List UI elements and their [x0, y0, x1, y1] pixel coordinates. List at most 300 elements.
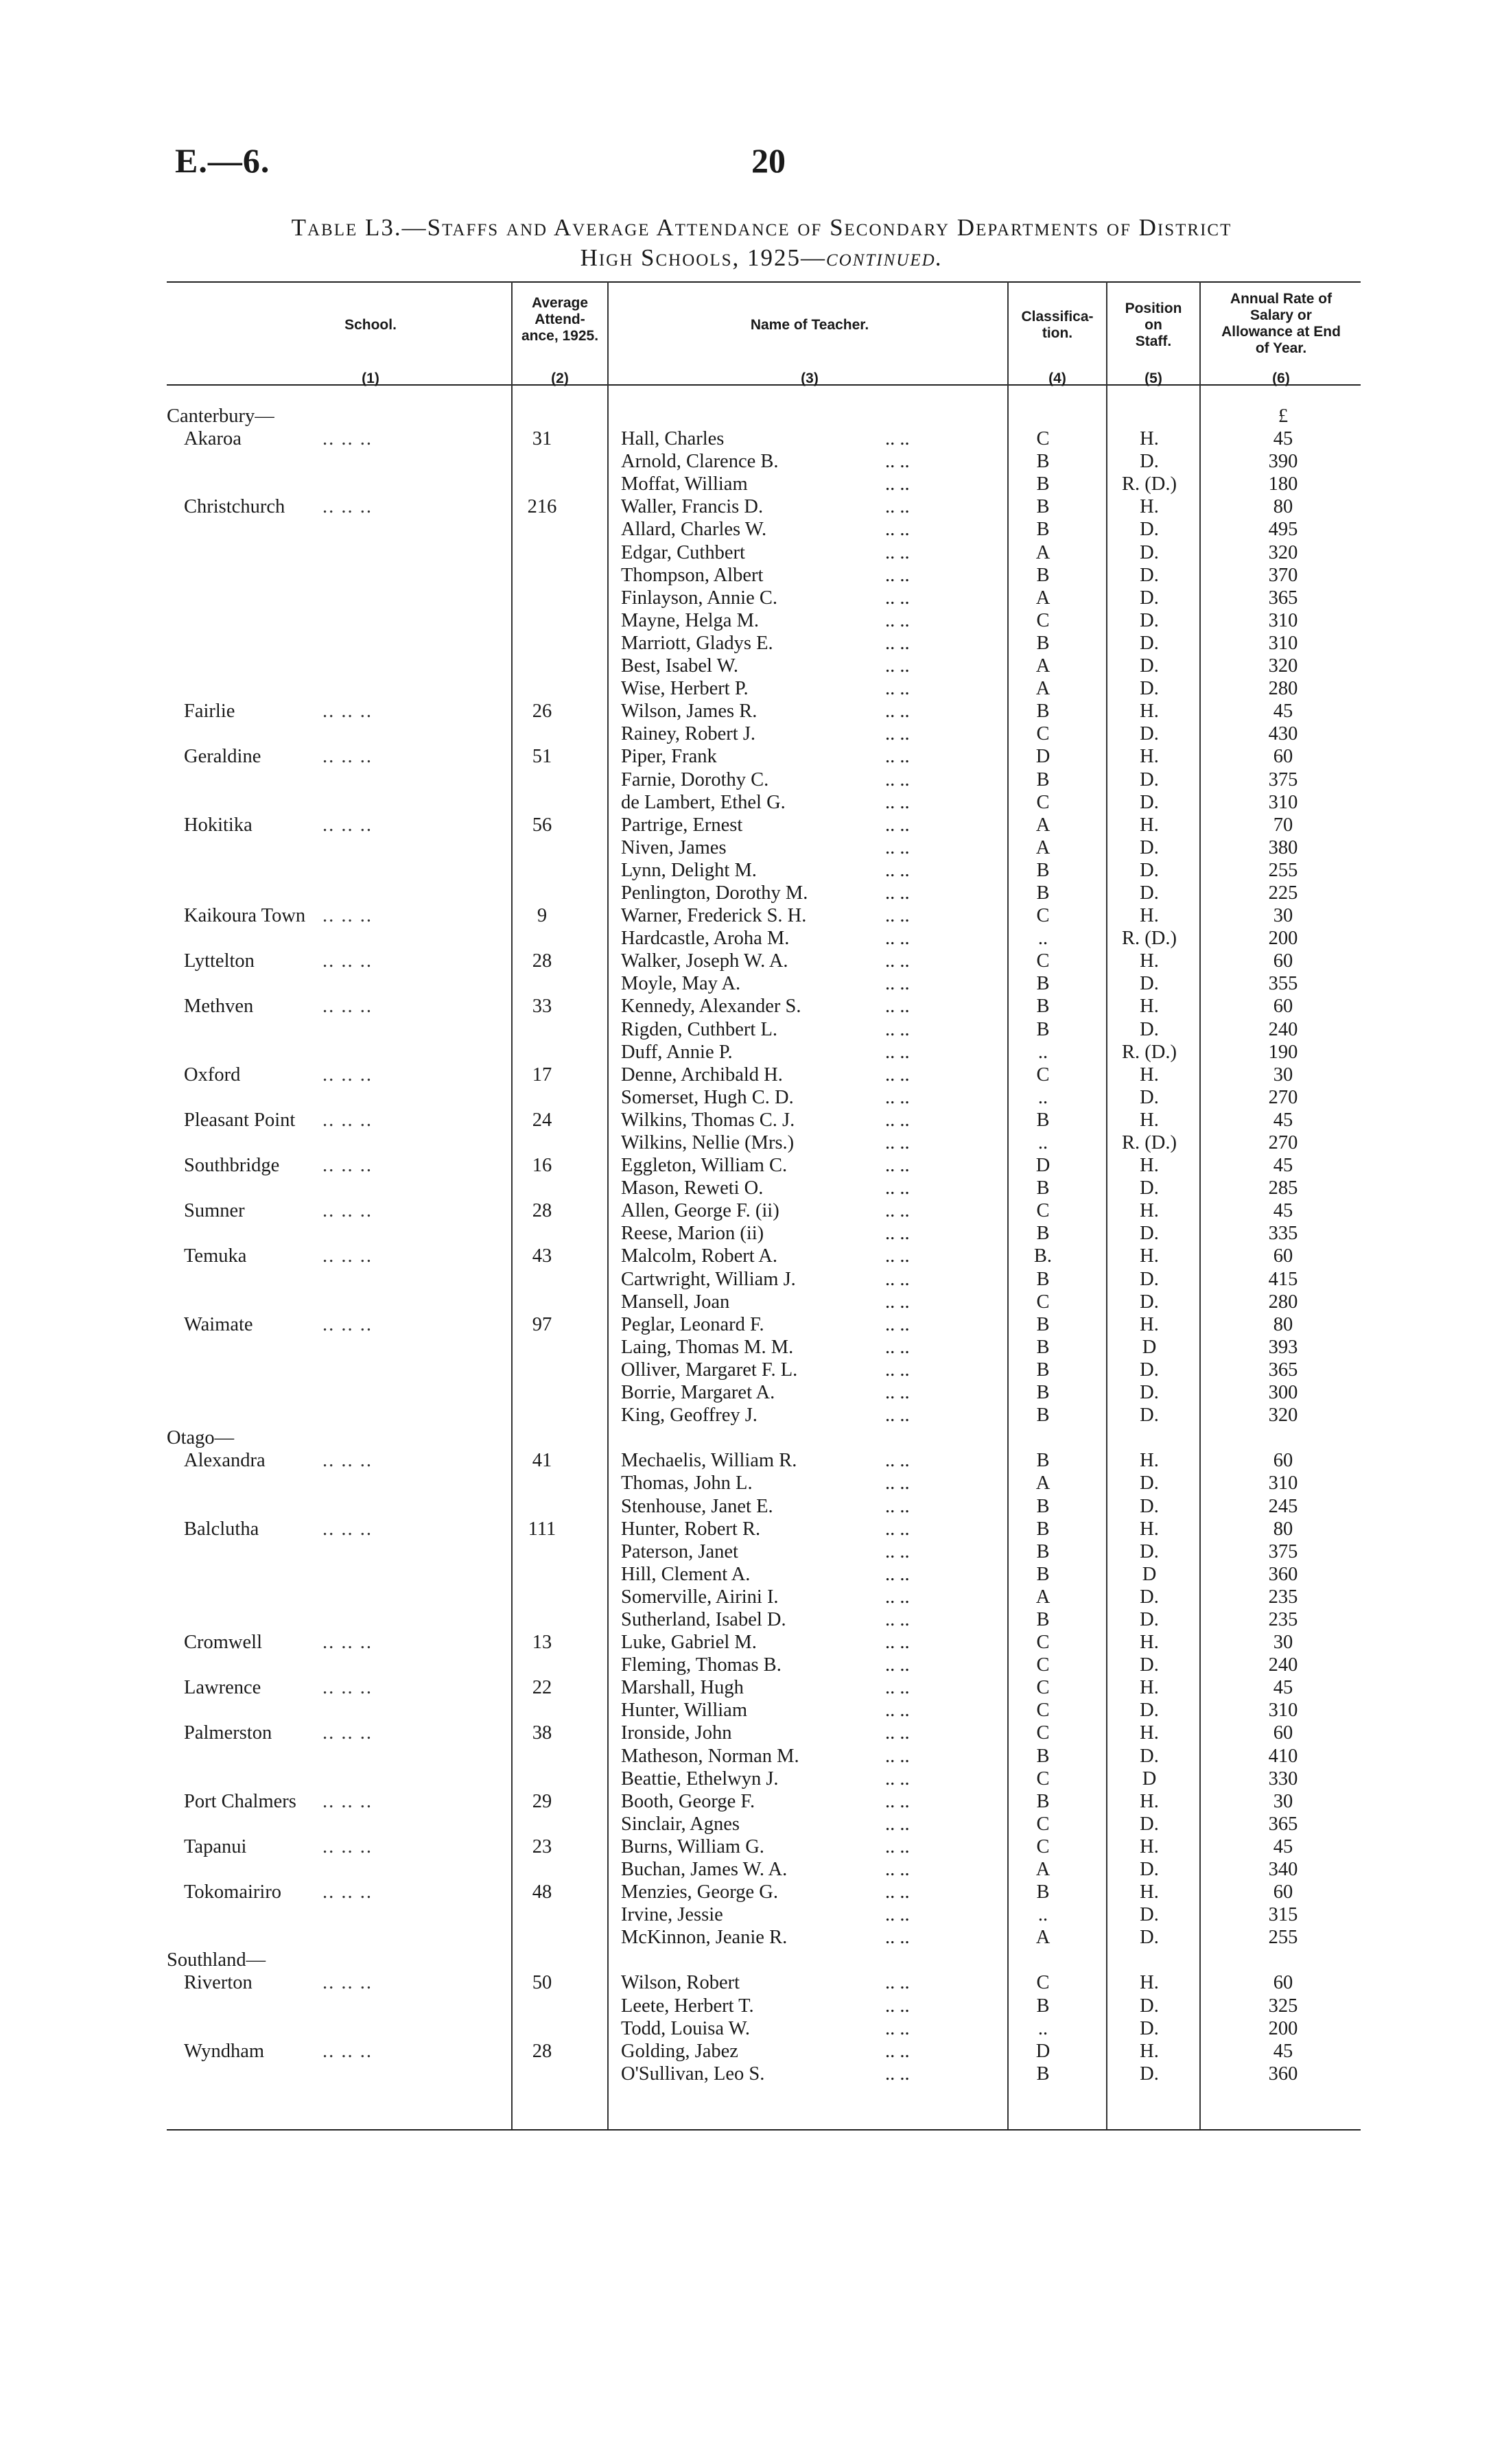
position-value: D. [1140, 768, 1159, 790]
salary-value: 270 [1268, 1132, 1298, 1153]
table-row [0, 564, 1491, 587]
salary-value: 495 [1268, 519, 1298, 541]
header-salary-line: Salary or [1250, 307, 1312, 323]
classification-value: B [1036, 496, 1050, 518]
leader-dots: .. .. [885, 541, 910, 563]
attendance-value: 48 [532, 1881, 552, 1903]
table-row [0, 950, 1491, 972]
teacher-name: Sutherland, Isabel D. [621, 1608, 786, 1630]
leader-dots: .. .. [885, 701, 910, 723]
salary-value: 45 [1273, 2040, 1293, 2062]
table-row [0, 1131, 1491, 1154]
header-position-line: Staff. [1135, 333, 1172, 349]
leader-dots: .. .. [885, 473, 910, 495]
table-row [0, 1359, 1491, 1381]
salary-value: 410 [1268, 1745, 1298, 1767]
position-value: D. [1140, 1472, 1159, 1494]
classification-value: A [1035, 678, 1050, 700]
table-row [0, 1903, 1491, 1926]
position-value: D [1142, 1768, 1157, 1790]
salary-value: 255 [1268, 1927, 1298, 1949]
teacher-name: Buchan, James W. A. [621, 1859, 788, 1880]
teacher-name: Peglar, Leonard F. [621, 1313, 764, 1335]
classification-value: C [1036, 1972, 1050, 1994]
salary-value: 60 [1273, 1881, 1293, 1903]
leader-dots: .. .. .. [322, 428, 373, 450]
colnum-1: (1) [362, 371, 379, 386]
position-value: D. [1140, 1654, 1159, 1676]
leader-dots: .. .. .. [322, 1881, 373, 1903]
leader-dots: .. .. [885, 1563, 910, 1585]
position-value: D. [1140, 1540, 1159, 1562]
leader-dots: .. .. [885, 1268, 910, 1290]
classification-value: C [1036, 1291, 1050, 1313]
leader-dots: .. .. .. [322, 2040, 373, 2062]
table-row [0, 1518, 1491, 1540]
teacher-name: Mayne, Helga M. [621, 609, 760, 631]
position-value: H. [1140, 905, 1159, 927]
table-row [0, 1858, 1491, 1881]
position-value: D. [1140, 723, 1159, 745]
title-line-2-text: High Schools, 1925— [580, 244, 826, 271]
classification-value: A [1035, 814, 1050, 836]
teacher-name: Moffat, William [621, 473, 748, 495]
table-row [0, 677, 1491, 700]
attendance-value: 56 [532, 814, 552, 836]
table-row [0, 1313, 1491, 1336]
classification-value: B [1036, 632, 1050, 654]
leader-dots: .. .. [885, 1405, 910, 1427]
teacher-name: Walker, Joseph W. A. [621, 950, 788, 972]
classification-value: B [1036, 1359, 1050, 1381]
classification-value: C [1036, 1677, 1050, 1699]
teacher-name: Best, Isabel W. [621, 655, 738, 677]
table-row [0, 587, 1491, 609]
attendance-value: 13 [532, 1632, 552, 1654]
teacher-name: Borrie, Margaret A. [621, 1382, 775, 1404]
position-value: D. [1140, 1700, 1159, 1722]
leader-dots: .. .. [885, 1291, 910, 1313]
classification-value: B [1036, 473, 1050, 495]
classification-value: C [1036, 609, 1050, 631]
leader-dots: .. .. [885, 1722, 910, 1744]
table-row [0, 723, 1491, 745]
school-name: Methven [184, 996, 254, 1018]
teacher-name: McKinnon, Jeanie R. [621, 1927, 788, 1949]
leader-dots: .. .. [885, 1927, 910, 1949]
salary-value: 280 [1268, 1291, 1298, 1313]
leader-dots: .. .. [885, 1336, 910, 1358]
leader-dots: .. .. .. [322, 1835, 373, 1857]
teacher-name: Mason, Reweti O. [621, 1177, 764, 1199]
leader-dots: .. .. [885, 814, 910, 836]
table-row [0, 1995, 1491, 2017]
salary-value: 280 [1268, 678, 1298, 700]
table-row [0, 882, 1491, 904]
salary-value: 45 [1273, 1109, 1293, 1131]
teacher-name: Kennedy, Alexander S. [621, 996, 801, 1018]
teacher-name: Hunter, William [621, 1700, 747, 1722]
salary-value: 30 [1273, 1632, 1293, 1654]
classification-value: B. [1033, 1245, 1053, 1267]
leader-dots: .. .. .. [322, 1677, 373, 1699]
position-value: D. [1140, 519, 1159, 541]
region-label: Southland— [167, 1949, 266, 1971]
position-value: D [1142, 1336, 1157, 1358]
leader-dots: .. .. [885, 1472, 910, 1494]
title-line-1: Table L3.—Staffs and Average Attendance of Secondary Departments of District [291, 214, 1232, 241]
leader-dots: .. .. [885, 1313, 910, 1335]
teacher-name: Hunter, Robert R. [621, 1518, 761, 1540]
salary-value: 180 [1268, 473, 1298, 495]
school-name: Alexandra [184, 1450, 266, 1472]
classification-value: B [1036, 1995, 1050, 2017]
position-value: D. [1140, 836, 1159, 858]
attendance-value: 38 [532, 1722, 552, 1744]
school-name: Wyndham [184, 2040, 265, 2062]
teacher-name: Finlayson, Annie C. [621, 587, 778, 609]
position-value: D. [1140, 882, 1159, 904]
leader-dots: .. .. .. [322, 1518, 373, 1540]
attendance-value: 26 [532, 701, 552, 723]
header-salary [1202, 291, 1360, 357]
teacher-name: Eggleton, William C. [621, 1155, 788, 1177]
school-name: Oxford [184, 1064, 241, 1086]
position-value: H. [1140, 1632, 1159, 1654]
salary-value: 200 [1268, 2017, 1298, 2039]
position-value: H. [1140, 1064, 1159, 1086]
salary-value: 200 [1268, 928, 1298, 950]
position-value: H. [1140, 1245, 1159, 1267]
teacher-name: Paterson, Janet [621, 1540, 738, 1562]
leader-dots: .. .. [885, 1064, 910, 1086]
table-row [0, 1676, 1491, 1699]
teacher-name: Booth, George F. [621, 1790, 755, 1812]
position-value: D. [1140, 1813, 1159, 1835]
classification-value: C [1036, 428, 1050, 450]
attendance-value: 9 [537, 905, 548, 927]
table-row [0, 1835, 1491, 1858]
table-row [0, 745, 1491, 768]
classification-value: B [1036, 519, 1050, 541]
header-attendance-line: ance, 1925. [521, 328, 599, 344]
table-row [0, 836, 1491, 859]
salary-value: 235 [1268, 1608, 1298, 1630]
leader-dots: .. .. [885, 1813, 910, 1835]
position-value: D. [1140, 973, 1159, 995]
teacher-name: de Lambert, Ethel G. [621, 791, 786, 813]
header-salary-line: Allowance at End [1221, 324, 1341, 340]
salary-value: 310 [1268, 1700, 1298, 1722]
position-value: D. [1140, 1745, 1159, 1767]
leader-dots: .. .. .. [322, 1245, 373, 1267]
teacher-name: King, Geoffrey J. [621, 1405, 758, 1427]
leader-dots: .. .. .. [322, 1790, 373, 1812]
table-row [0, 495, 1491, 518]
attendance-value: 43 [532, 1245, 552, 1267]
salary-value: 80 [1273, 1313, 1293, 1335]
table-row [0, 1631, 1491, 1654]
header-position [1107, 301, 1199, 350]
classification-value: B [1036, 996, 1050, 1018]
teacher-name: Wise, Herbert P. [621, 678, 749, 700]
salary-value: 60 [1273, 950, 1293, 972]
leader-dots: .. .. [885, 2017, 910, 2039]
position-value: D. [1140, 1608, 1159, 1630]
classification-value: B [1036, 451, 1050, 473]
school-name: Lyttelton [184, 950, 255, 972]
leader-dots: .. .. [885, 678, 910, 700]
table-row [0, 1427, 1491, 1449]
school-name: Balclutha [184, 1518, 259, 1540]
table-row [0, 700, 1491, 723]
leader-dots: .. .. [885, 1700, 910, 1722]
leader-dots: .. .. [885, 1654, 910, 1676]
classification-value: A [1035, 587, 1050, 609]
salary-value: 240 [1268, 1654, 1298, 1676]
leader-dots: .. .. [885, 1450, 910, 1472]
salary-value: 30 [1273, 905, 1293, 927]
classification-value: C [1036, 1632, 1050, 1654]
leader-dots: .. .. [885, 723, 910, 745]
leader-dots: .. .. [885, 836, 910, 858]
leader-dots: .. .. [885, 1904, 910, 1926]
school-name: Waimate [184, 1313, 253, 1335]
teacher-name: Somerset, Hugh C. D. [621, 1086, 794, 1108]
header-attendance-line: Average [531, 295, 589, 311]
salary-value: 360 [1268, 2063, 1298, 2085]
attendance-value: 216 [527, 496, 557, 518]
table-row [0, 1064, 1491, 1086]
leader-dots: .. .. .. [322, 1722, 373, 1744]
classification-value: .. [1037, 1086, 1048, 1108]
teacher-name: Olliver, Margaret F. L. [621, 1359, 798, 1381]
classification-value: B [1036, 768, 1050, 790]
position-value: H. [1140, 496, 1159, 518]
attendance-value: 50 [532, 1972, 552, 1994]
table-row [0, 1881, 1491, 1903]
teacher-name: Somerville, Airini I. [621, 1586, 779, 1608]
position-value: H. [1140, 1518, 1159, 1540]
teacher-name: Piper, Frank [621, 746, 717, 768]
leader-dots: .. .. [885, 882, 910, 904]
table-row [0, 1563, 1491, 1586]
header-attendance [513, 295, 607, 344]
teacher-name: Laing, Thomas M. M. [621, 1336, 794, 1358]
table-row [0, 405, 1491, 427]
salary-value: 393 [1268, 1336, 1298, 1358]
classification-value: B [1036, 1313, 1050, 1335]
leader-dots: .. .. [885, 1540, 910, 1562]
teacher-name: Stenhouse, Janet E. [621, 1495, 773, 1517]
classification-value: B [1036, 1223, 1050, 1245]
table-title [165, 213, 1359, 273]
leader-dots: .. .. .. [322, 996, 373, 1018]
table-row [0, 859, 1491, 882]
region-label: Canterbury— [167, 406, 274, 427]
salary-value: 430 [1268, 723, 1298, 745]
school-name: Lawrence [184, 1677, 261, 1699]
position-value: H. [1140, 1972, 1159, 1994]
colnum-3: (3) [801, 371, 819, 386]
leader-dots: .. .. [885, 1109, 910, 1131]
salary-value: 300 [1268, 1382, 1298, 1404]
leader-dots: .. .. .. [322, 1313, 373, 1335]
leader-dots: .. .. [885, 1790, 910, 1812]
table-row [0, 1472, 1491, 1494]
position-value: D. [1140, 1018, 1159, 1040]
salary-value: 340 [1268, 1859, 1298, 1880]
header-classification-line: tion. [1042, 325, 1073, 341]
table-row [0, 2063, 1491, 2085]
position-value: H. [1140, 950, 1159, 972]
attendance-value: 22 [532, 1677, 552, 1699]
position-value: H. [1140, 1722, 1159, 1744]
classification-value: D [1035, 2040, 1050, 2062]
classification-value: B [1036, 1268, 1050, 1290]
table-row [0, 1199, 1491, 1222]
position-value: D. [1140, 1586, 1159, 1608]
header-classification [1009, 309, 1106, 342]
attendance-value: 28 [532, 1200, 552, 1222]
classification-value: C [1036, 950, 1050, 972]
header-attendance-line: Attend- [535, 312, 585, 327]
salary-value: 45 [1273, 701, 1293, 723]
classification-value: .. [1037, 2017, 1048, 2039]
attendance-value: 97 [532, 1313, 552, 1335]
teacher-name: Hall, Charles [621, 428, 725, 450]
position-value: D. [1140, 609, 1159, 631]
salary-value: 320 [1268, 655, 1298, 677]
leader-dots: .. .. .. [322, 496, 373, 518]
classification-value: B [1036, 1018, 1050, 1040]
teacher-name: O'Sullivan, Leo S. [621, 2063, 765, 2085]
table-row [0, 1722, 1491, 1744]
teacher-name: Ironside, John [621, 1722, 732, 1744]
teacher-name: Duff, Annie P. [621, 1041, 733, 1063]
teacher-name: Burns, William G. [621, 1835, 764, 1857]
leader-dots: .. .. [885, 1677, 910, 1699]
teacher-name: Mansell, Joan [621, 1291, 730, 1313]
position-value: D. [1140, 1268, 1159, 1290]
leader-dots: .. .. [885, 1200, 910, 1222]
classification-value: A [1035, 1586, 1050, 1608]
table-row [0, 518, 1491, 541]
teacher-name: Menzies, George G. [621, 1881, 778, 1903]
header-position-line: on [1144, 317, 1162, 333]
position-value: H. [1140, 1677, 1159, 1699]
classification-value: B [1036, 1518, 1050, 1540]
table-row [0, 1404, 1491, 1427]
salary-value: 310 [1268, 1472, 1298, 1494]
position-value: D. [1140, 1495, 1159, 1517]
salary-value: 375 [1268, 768, 1298, 790]
salary-value: 45 [1273, 1155, 1293, 1177]
classification-value: B [1036, 1405, 1050, 1427]
salary-value: 60 [1273, 746, 1293, 768]
teacher-name: Irvine, Jessie [621, 1904, 723, 1926]
teacher-name: Thomas, John L. [621, 1472, 753, 1494]
teacher-name: Arnold, Clarence B. [621, 451, 779, 473]
table-row [0, 1540, 1491, 1563]
attendance-value: 28 [532, 950, 552, 972]
table-row [0, 1926, 1491, 1949]
position-value: H. [1140, 1835, 1159, 1857]
position-value: R. (D.) [1122, 1041, 1177, 1063]
salary-value: 330 [1268, 1768, 1298, 1790]
school-name: Tapanui [184, 1835, 247, 1857]
school-name: Geraldine [184, 746, 261, 768]
position-value: H. [1140, 1313, 1159, 1335]
position-value: D [1142, 1563, 1157, 1585]
teacher-name: Malcolm, Robert A. [621, 1245, 777, 1267]
school-name: Kaikoura Town [184, 905, 306, 927]
teacher-name: Cartwright, William J. [621, 1268, 796, 1290]
salary-value: 30 [1273, 1064, 1293, 1086]
table-row [0, 1291, 1491, 1313]
table-row [0, 1222, 1491, 1245]
salary-value: 390 [1268, 451, 1298, 473]
leader-dots: .. .. [885, 1495, 910, 1517]
classification-value: B [1036, 1745, 1050, 1767]
leader-dots: .. .. [885, 1245, 910, 1267]
leader-dots: .. .. .. [322, 1450, 373, 1472]
leader-dots: .. .. [885, 768, 910, 790]
leader-dots: .. .. [885, 928, 910, 950]
leader-dots: .. .. [885, 609, 910, 631]
classification-value: A [1035, 1927, 1050, 1949]
salary-value: 320 [1268, 541, 1298, 563]
table-row [0, 1654, 1491, 1676]
teacher-name: Farnie, Dorothy C. [621, 768, 769, 790]
leader-dots: .. .. [885, 1632, 910, 1654]
leader-dots: .. .. .. [322, 746, 373, 768]
leader-dots: .. .. [885, 1382, 910, 1404]
top-rule [167, 281, 1361, 283]
attendance-value: 51 [532, 746, 552, 768]
table-row [0, 768, 1491, 791]
teacher-name: Reese, Marion (ii) [621, 1223, 764, 1245]
leader-dots: .. .. [885, 950, 910, 972]
classification-value: C [1036, 1768, 1050, 1790]
position-value: D. [1140, 1859, 1159, 1880]
classification-value: A [1035, 836, 1050, 858]
teacher-name: Fleming, Thomas B. [621, 1654, 782, 1676]
table-row [0, 1495, 1491, 1518]
salary-value: 45 [1273, 428, 1293, 450]
teacher-name: Luke, Gabriel M. [621, 1632, 757, 1654]
classification-value: B [1036, 1382, 1050, 1404]
classification-value: B [1036, 1109, 1050, 1131]
position-value: H. [1140, 1881, 1159, 1903]
table-row [0, 995, 1491, 1018]
teacher-name: Rainey, Robert J. [621, 723, 756, 745]
classification-value: B [1036, 882, 1050, 904]
leader-dots: .. .. [885, 496, 910, 518]
salary-value: 325 [1268, 1995, 1298, 2017]
leader-dots: .. .. [885, 1223, 910, 1245]
leader-dots: .. .. [885, 859, 910, 881]
classification-value: .. [1037, 928, 1048, 950]
leader-dots: .. .. [885, 1835, 910, 1857]
school-name: Hokitika [184, 814, 253, 836]
leader-dots: .. .. [885, 1586, 910, 1608]
classification-value: A [1035, 655, 1050, 677]
leader-dots: .. .. [885, 905, 910, 927]
classification-value: C [1036, 791, 1050, 813]
leader-dots: .. .. [885, 1155, 910, 1177]
salary-value: 360 [1268, 1563, 1298, 1585]
